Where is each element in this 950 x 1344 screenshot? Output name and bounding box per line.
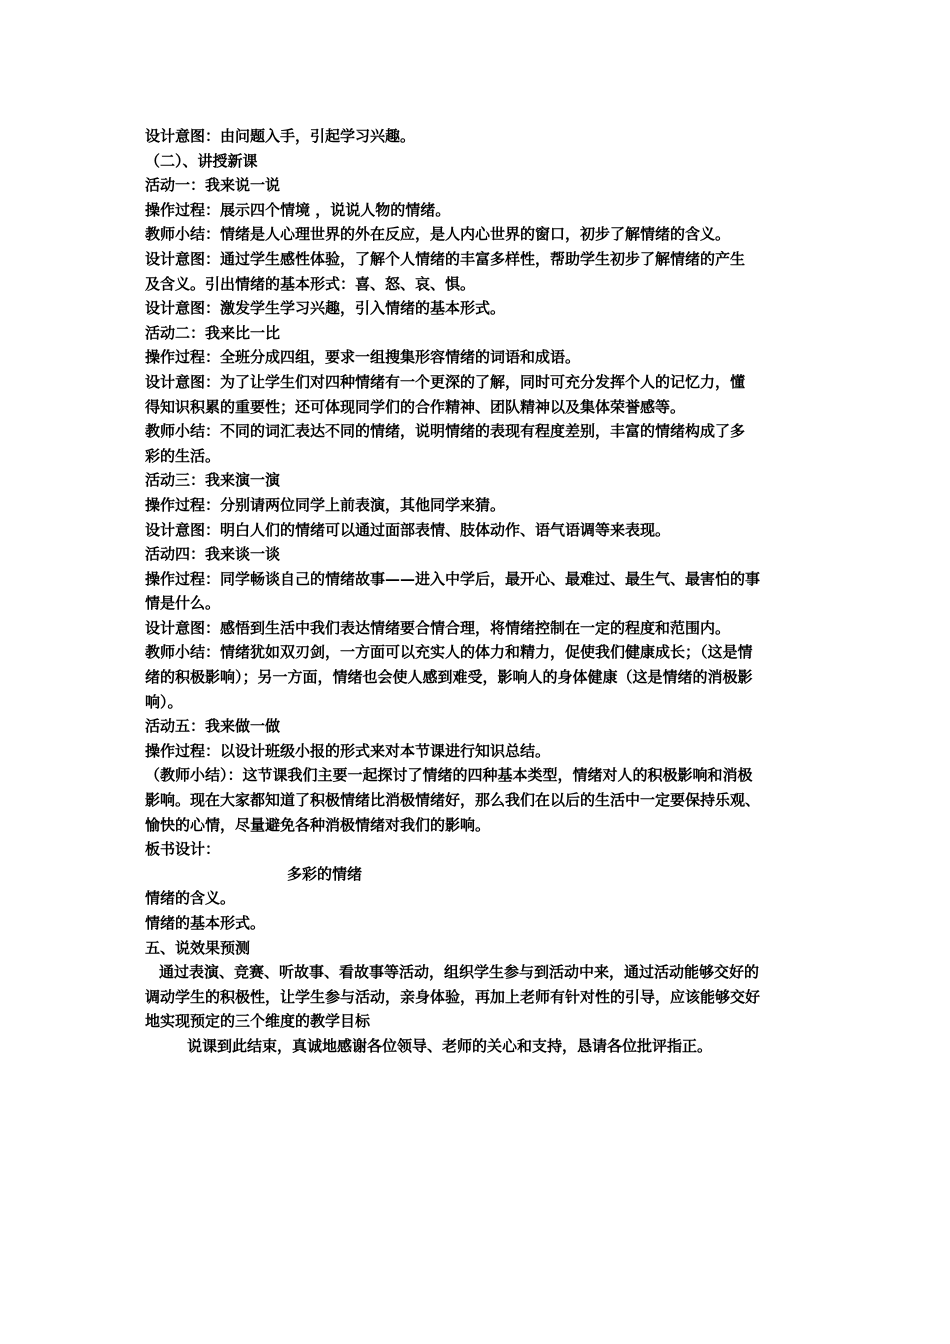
document-body <box>145 124 825 1059</box>
board-line: 情绪的基本形式。 <box>145 914 266 932</box>
section-heading: （二）、讲授新课 <box>145 151 258 170</box>
text-line: 操作过程：同学畅谈自己的情绪故事——进入中学后，最开心、最难过、最生气、最害怕的事 <box>145 569 761 588</box>
text-line: 调动学生的积极性，让学生参与活动，亲身体验，再加上老师有针对性的引导，应该能够交好 <box>145 987 761 1006</box>
activity-heading: 活动一：我来说一说 <box>145 176 281 195</box>
activity-heading: 活动五：我来做一做 <box>145 717 281 736</box>
text-line: （教师小结）：这节课我们主要一起探讨了情绪的四种基本类型，情绪对人的积极影响和消极 <box>145 766 753 785</box>
text-line: 得知识积累的重要性；还可体现同学们的合作精神、团队精神以及集体荣誉感等。 <box>145 397 686 416</box>
text-line: 响）。 <box>145 692 183 711</box>
text-line: 情是什么。 <box>145 594 221 613</box>
text-line: 通过表演、竞赛、听故事、看故事等活动，组织学生参与到活动中来，通过活动能够交好的 <box>159 963 760 982</box>
text-line: 设计意图：激发学生学习兴趣，引入情绪的基本形式。 <box>145 299 506 318</box>
activity-heading: 活动四：我来谈一谈 <box>145 545 281 564</box>
text-line: 设计意图：通过学生感性体验，了解个人情绪的丰富多样性，帮助学生初步了解情绪的产生 <box>145 249 746 268</box>
text-line: 地实现预定的三个维度的教学目标 <box>145 1012 371 1031</box>
board-design-label: 板书设计： <box>145 840 221 859</box>
text-line: 操作过程：全班分成四组，要求一组搜集形容情绪的词语和成语。 <box>145 348 581 367</box>
text-line: 及含义。引出情绪的基本形式：喜、怒、哀、惧。 <box>145 274 476 293</box>
closing-line: 说课到此结束，真诚地感谢各位领导、老师的关心和支持，恳请各位批评指正。 <box>187 1036 713 1055</box>
text-line: 绪的积极影响）；另一方面，情绪也会使人感到难受，影响人的身体健康（这是情绪的消极影 <box>145 668 753 687</box>
text-line: 教师小结：情绪是人心理世界的外在反应，是人内心世界的窗口，初步了解情绪的含义。 <box>145 225 731 244</box>
text-line: 彩的生活。 <box>145 446 221 465</box>
text-line: 操作过程：展示四个情境 ，说说人物的情绪。 <box>145 200 451 219</box>
text-line: 教师小结：情绪犹如双刃剑，一方面可以充实人的体力和精力，促使我们健康成长；（这是情 <box>145 643 753 662</box>
text-line: 设计意图：明白人们的情绪可以通过面部表情、肢体动作、语气语调等来表现。 <box>145 520 671 539</box>
text-line: 影响。现在大家都知道了积极情绪比消极情绪好，那么我们在以后的生活中一定要保持乐观、 <box>145 791 761 810</box>
board-line: 情绪的含义。 <box>145 889 236 908</box>
text-line: 设计意图：由问题入手，引起学习兴趣。 <box>145 127 416 145</box>
text-line: 教师小结：不同的词汇表达不同的情绪，说明情绪的表现有程度差别，丰富的情绪构成了多 <box>145 422 746 441</box>
text-line: 设计意图：为了让学生们对四种情绪有一个更深的了解，同时可充分发挥个人的记忆力，懂 <box>145 372 746 391</box>
activity-heading: 活动三：我来演一演 <box>145 471 281 490</box>
text-line: 设计意图：感悟到生活中我们表达情绪要合情合理，将情绪控制在一定的程度和范围内。 <box>145 618 731 637</box>
text-line: 愉快的心情，尽量避免各种消极情绪对我们的影响。 <box>145 815 491 834</box>
text-line: 操作过程：分别请两位同学上前表演，其他同学来猜。 <box>145 495 506 514</box>
activity-heading: 活动二：我来比一比 <box>145 323 281 342</box>
text-line: 操作过程：以设计班级小报的形式来对本节课进行知识总结。 <box>145 741 551 760</box>
section-heading: 五、说效果预测 <box>145 938 251 957</box>
board-title: 多彩的情绪 <box>287 864 363 883</box>
